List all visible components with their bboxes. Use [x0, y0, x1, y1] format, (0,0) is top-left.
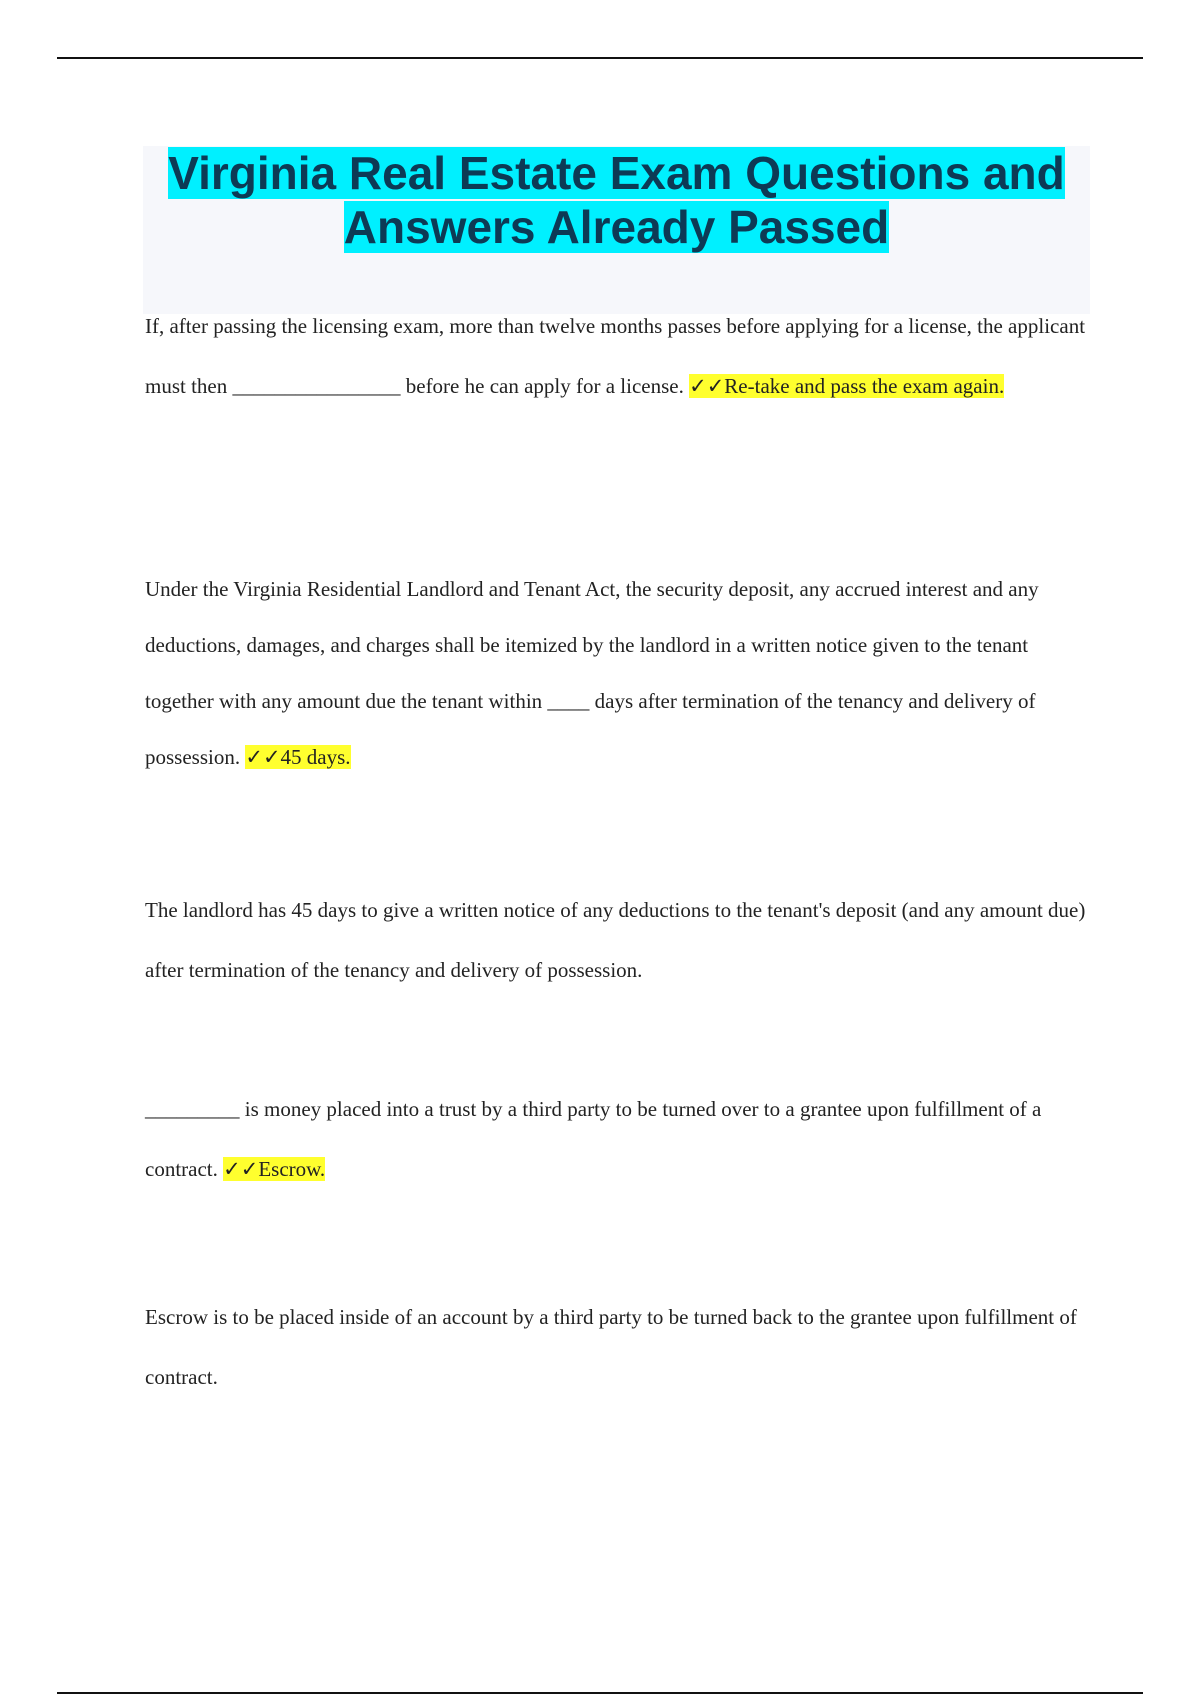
question-text: Under the Virginia Residential Landlord and Tenant Act, the security deposit, any accrued interest and any deductions, damages, and charges shall be itemized by the landlord in a written notice given to the tenant together with any amount due the tenant within ____ days after termination of the tenancy and delivery of possession. — [145, 577, 1039, 769]
qa-item-1 — [145, 296, 1095, 416]
explanation-2 — [145, 1287, 1095, 1407]
header-rule — [57, 57, 1143, 59]
qa-item-2 — [145, 561, 1095, 785]
explanation-1 — [145, 880, 1095, 1000]
answer-text: ✓✓45 days. — [245, 745, 351, 769]
answer-text: ✓✓Escrow. — [223, 1157, 326, 1181]
question-text: If, after passing the licensing exam, more than twelve months passes before applying for a license, the applicant must then ________________ before he can apply for a license. — [145, 314, 1086, 398]
page-title — [143, 146, 1090, 254]
explanation-text: Escrow is to be placed inside of an account by a third party to be turned back to the grantee upon fulfillment of contract. — [145, 1305, 1077, 1389]
qa-item-3 — [145, 1079, 1095, 1199]
explanation-text: The landlord has 45 days to give a written notice of any deductions to the tenant's deposit (and any amount due) after termination of the tenancy and delivery of possession. — [145, 898, 1086, 982]
answer-text: ✓✓Re-take and pass the exam again. — [689, 374, 1005, 398]
footer-rule — [57, 1692, 1143, 1694]
title-text: Virginia Real Estate Exam Questions and Answers Already Passed — [168, 147, 1065, 253]
question-text: _________ is money placed into a trust by a third party to be turned over to a grantee upon fulfillment of a contract. — [145, 1097, 1042, 1181]
